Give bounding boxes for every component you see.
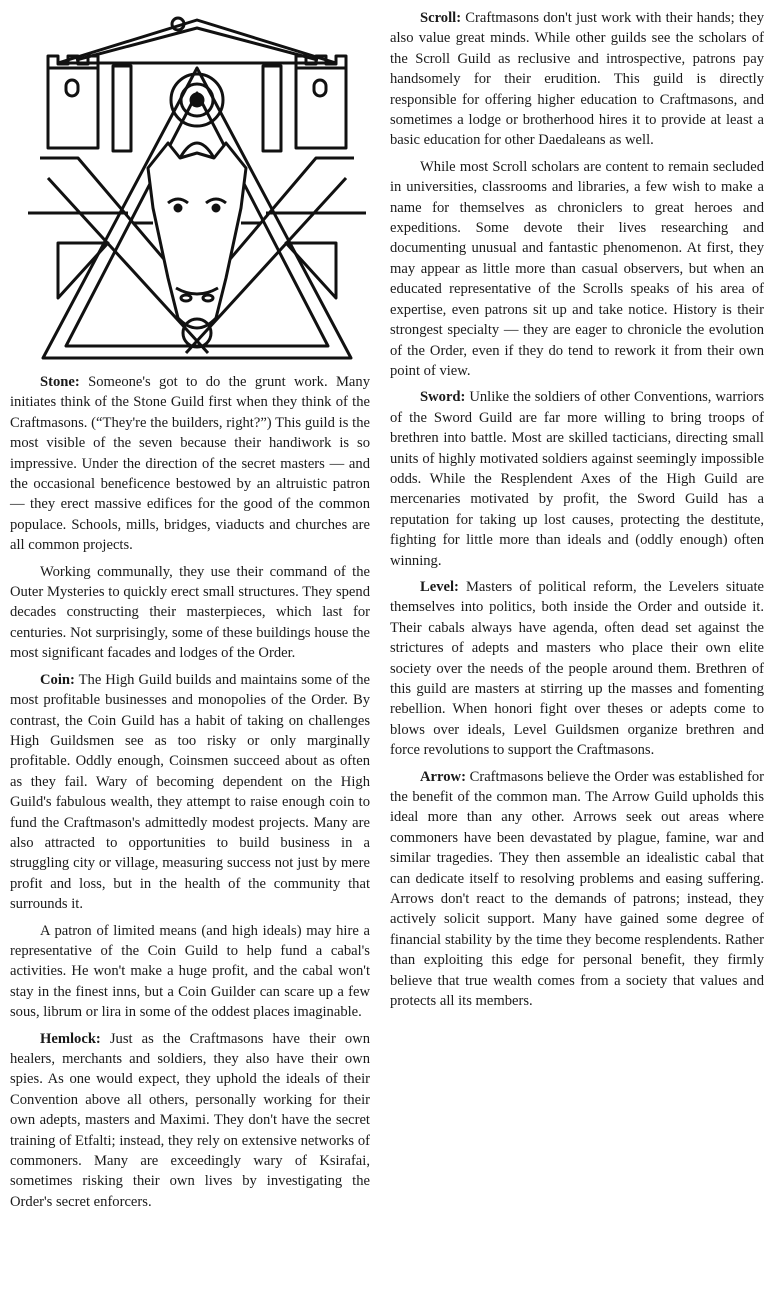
- paragraph: [10, 562, 370, 664]
- guild-entry-stone: [10, 372, 370, 556]
- left-column: [10, 372, 370, 1218]
- guild-heading: Coin:: [40, 671, 75, 688]
- guild-entry-level: [390, 577, 764, 761]
- guild-heading: Level:: [420, 578, 459, 595]
- guild-text: Just as the Craftmasons have their own healers, merchants and soldiers, they also have their own spies. As one would expect, they uphold the ideals of their Convention above all others, personally working for their own adepts, masters and Maximi. They don't have the secret training of Etfalti; instead, they rely on extensive networks of commoners. Many are exceedingly wary of Ksirafai, sometimes risking their own lives by investigating the Order's secret enforcers.: [10, 1030, 370, 1210]
- guild-heading: Scroll:: [420, 10, 462, 26]
- guild-text: Craftmasons don't just work with their hands; they also value great minds. While other guilds see the scholars of the Scroll Guild as reclusive and introspective, patrons pay handsomely for their erudition. This guild is directly responsible for offering higher education to Craftmasons, and sometimes a lodge or brotherhood hires it to provide at least a basic education for other Daedaleans as well.: [390, 10, 764, 149]
- guild-entry-coin: [10, 670, 370, 915]
- paragraph: [390, 157, 764, 381]
- right-column: [390, 8, 764, 1018]
- guild-entry-arrow: [390, 767, 764, 1012]
- paragraph-text: While most Scroll scholars are content to remain secluded in universities, classrooms and libraries, a few wish to make a name for themselves as chroniclers to great heroes and expeditions. Some devote their lives researching and documenting unusual and fantastic phenomenon. At first, they may appear as little more than casual observers, but when an educated representative of the Scrolls speaks of his area of expertise, even patrons sit up and take notice. History is their strongest specialty — they are eager to chronicle the evolution of the Order, even if they do tend to rework it from their own point of view.: [390, 158, 764, 379]
- guild-text: Someone's got to do the grunt work. Many initiates think of the Stone Guild first when they think of the Craftmasons. (“They're the builders, right?”) This guild is the most visible of the seven because their handiwork is so impressive. Under the direction of the secret masters — and the occasional beneficence bestowed by an altruistic patron — they erect massive edifices for the good of the common populace. Schools, mills, bridges, viaducts and churches are all common projects.: [10, 374, 370, 554]
- guild-heading: Stone:: [40, 374, 80, 390]
- guild-text: The High Guild builds and maintains some of the most profitable businesses and monopolies of the Order. By contrast, the Coin Guild has a habit of taking on challenges High Guildsmen see as too risky or only marginally profitable. Oddly enough, Coinsmen succeed about as often as they fail. Wary of becoming dependent on the High Guild's fabulous wealth, they attempt to raise enough coin to fund the Craftmason's admittedly modest projects. Many are also attracted to opportunities to build business in a struggling city or village, measuring success not just by mere profit and loss, but in the health of the community that surrounds it.: [10, 671, 370, 913]
- paragraph-text: A patron of limited means (and high ideals) may hire a representative of the Coin Guild to help fund a cabal's activities. He won't make a huge profit, and the cabal won't stay in the finest inns, but a Coin Guilder can scare up a few sous, librum or lira in some of the oddest places imaginable.: [10, 922, 370, 1021]
- guild-text: Craftmasons believe the Order was established for the benefit of the common man. The Arrow Guild upholds this ideal more than any other. Arrows seek out areas where commoners have been devastated by plague, famine, war and similar tragedies. They then assemble an idealistic cabal that can dedicate itself to resolving problems and easing suffering. Arrows don't react to the demands of patrons; instead, they actively solicit support. Many have gained some degree of financial stability by the time they become resplendents. Rather than exploiting this edge for personal benefit, they firmly believe that true wealth comes from a society that values and protects all its members.: [390, 768, 764, 1010]
- paragraph: [10, 921, 370, 1023]
- guild-entry-scroll: [390, 8, 764, 151]
- paragraph-text: Working communally, they use their command of the Outer Mysteries to quickly erect small structures. They spend decades constructing their masterpieces, which last for centuries. Not surprisingly, some of these buildings house the most significant facades and lodges of the Order.: [10, 563, 370, 662]
- guild-heading: Arrow:: [420, 768, 466, 785]
- craftmason-horse-emblem-icon: [18, 8, 376, 370]
- guild-text: Unlike the soldiers of other Conventions, warriors of the Sword Guild are far more willing to bring troops of brethren into battle. Most are skilled tacticians, directing small units of highly motivated soldiers against seemingly impossible odds. While the Resplendent Axes of the High Guild are mercenaries motivated by profit, the Sword Guild has a reputation for taking up lost causes, protecting the destitute, fighting for little more than ideals and (oddly enough) often winning.: [390, 389, 764, 569]
- guild-heading: Sword:: [420, 389, 466, 406]
- guild-heading: Hemlock:: [40, 1030, 101, 1047]
- guild-entry-hemlock: [10, 1029, 370, 1213]
- guild-entry-sword: [390, 387, 764, 571]
- guild-text: Masters of political reform, the Levelers situate themselves into politics, both inside the Order and outside it. Their cabals always have agenda, often dead set against the strictures of adepts and masters who place their own elite society over the needs of the people around them. Brethren of this guild are masters at stirring up the masses and fomenting rebellion. When honori fight over theses or adepts come to blows over ideals, Level Guildsmen organize brethren and force revolutions to support the Craftmasons.: [390, 578, 764, 759]
